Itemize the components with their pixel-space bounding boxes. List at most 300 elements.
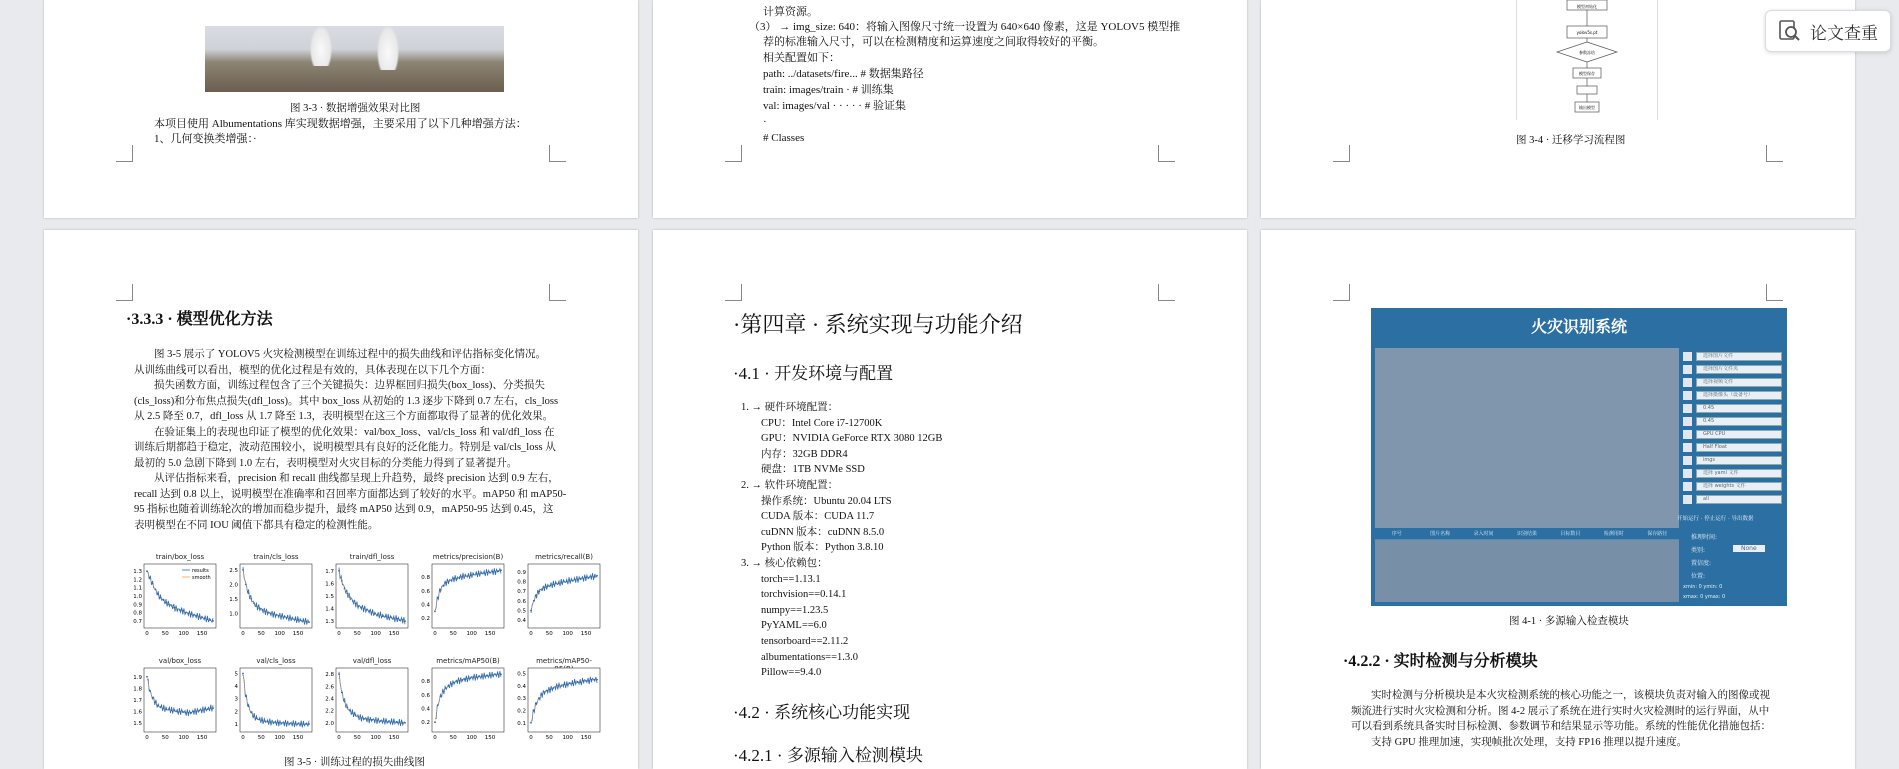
training-chart — [133, 657, 216, 741]
x-tick-label: 0 — [337, 631, 341, 637]
data-point — [571, 580, 573, 582]
data-point — [538, 590, 540, 592]
data-point — [558, 583, 560, 585]
data-point — [286, 723, 288, 725]
data-point — [259, 607, 261, 609]
crop-mark — [725, 284, 742, 301]
page-top-middle — [653, 0, 1247, 218]
y-tick-label: 0.9 — [133, 602, 142, 609]
y-tick-label: 2.5 — [229, 567, 238, 574]
data-point — [245, 695, 247, 697]
data-point — [448, 580, 450, 582]
data-point — [470, 574, 472, 576]
chart-svg — [517, 668, 600, 742]
list-heading: 3. → 核心依赖包： — [741, 557, 828, 569]
control-button[interactable]: Half Float — [1696, 443, 1782, 452]
control-row[interactable] — [1681, 469, 1783, 478]
data-point — [204, 708, 206, 710]
chart-svg — [325, 668, 408, 742]
text-line: (cls_loss)和分布焦点损失(dfl_loss)。其中 box_loss 从初始的 1.3 逐步下降到 0.7 左右，cls_loss — [134, 395, 559, 407]
data-point — [401, 722, 403, 724]
data-point — [552, 687, 554, 689]
control-button[interactable]: 选择 yaml 文件 — [1696, 469, 1782, 478]
data-point — [462, 679, 464, 681]
data-point — [366, 609, 368, 611]
control-icon — [1683, 417, 1692, 426]
data-point — [349, 596, 351, 598]
y-tick-label: 0.5 — [517, 671, 526, 678]
search-doc-icon — [1778, 19, 1802, 43]
data-point — [281, 615, 283, 617]
control-button[interactable]: GPU CPU — [1696, 430, 1782, 439]
crop-mark — [1158, 284, 1175, 301]
figure-caption: 图 3-3 · 数据增强效果对比图 — [290, 103, 421, 114]
training-curves-figure — [134, 550, 614, 750]
y-tick-label: 2.0 — [325, 720, 334, 727]
chart-svg — [229, 564, 312, 638]
data-point — [338, 673, 340, 675]
control-button[interactable]: 选择 weights 文件 — [1696, 482, 1782, 491]
section-heading: ·4.2.1 · 多源输入检测模块 — [733, 746, 923, 765]
y-tick-label: 1.3 — [325, 619, 334, 626]
y-tick-label: 0.9 — [517, 569, 526, 576]
list-heading: 1. → 硬件环境配置： — [741, 402, 839, 413]
table-column-header: 序号 — [1391, 531, 1402, 537]
data-point — [149, 577, 151, 579]
control-button[interactable]: all — [1696, 495, 1782, 504]
y-tick-label: 0.8 — [517, 579, 526, 586]
y-tick-label: 1.3 — [133, 569, 142, 576]
data-point — [580, 681, 582, 683]
data-point — [338, 570, 340, 572]
control-button[interactable]: imgs — [1696, 456, 1782, 465]
data-point — [278, 722, 280, 724]
y-tick-label: 0.2 — [421, 616, 430, 623]
control-button[interactable]: 0.45 — [1696, 404, 1782, 413]
data-point — [179, 609, 181, 611]
data-point — [152, 697, 154, 699]
data-point — [283, 722, 285, 724]
control-row[interactable] — [1681, 443, 1783, 452]
data-point — [160, 706, 162, 708]
data-point — [492, 674, 494, 676]
data-point — [448, 685, 450, 687]
data-point — [256, 717, 258, 719]
data-point — [577, 579, 579, 581]
data-point — [549, 585, 551, 587]
data-point — [456, 578, 458, 580]
y-tick-label: 0.8 — [133, 610, 142, 617]
control-icon — [1683, 378, 1692, 387]
data-point — [157, 705, 159, 707]
data-point — [286, 617, 288, 619]
data-point — [368, 719, 370, 721]
text-line: 计算资源。 — [763, 6, 818, 18]
y-tick-label: 1.6 — [325, 581, 334, 588]
control-button[interactable]: 选择摄像头（设备号） — [1696, 391, 1782, 400]
data-point — [355, 603, 357, 605]
config-line: path: ../datasets/fire... # 数据集路径 — [763, 68, 924, 80]
table-header — [1375, 530, 1679, 540]
page-top-left — [44, 0, 638, 218]
text-line: 可以看到系统具备实时目标检测、参数调节和结果显示等功能。系统的性能优化措施包括： — [1351, 721, 1771, 732]
x-tick-label: 50 — [353, 631, 361, 637]
control-row[interactable] — [1681, 378, 1783, 387]
data-point — [357, 716, 359, 718]
data-point — [201, 710, 203, 712]
data-point — [261, 720, 263, 722]
y-tick-label: 1.0 — [229, 611, 238, 618]
crop-mark — [725, 145, 742, 162]
data-point — [259, 719, 261, 721]
control-button[interactable]: 选择图片文件 — [1696, 352, 1782, 361]
crop-mark — [116, 284, 133, 301]
data-point — [566, 684, 568, 686]
data-point — [500, 570, 502, 572]
control-row[interactable] — [1681, 404, 1783, 413]
plot-frame — [144, 668, 216, 732]
list-item: 操作系统：Ubuntu 20.04 LTS — [761, 495, 892, 507]
data-point — [585, 680, 587, 682]
list-item: 内存：32GB DDR4 — [761, 448, 848, 460]
data-point — [253, 716, 255, 718]
list-heading: 2. → 软件环境配置： — [741, 479, 839, 491]
control-button[interactable]: 选择图片文件夹 — [1696, 365, 1782, 374]
y-tick-label: 1.5 — [325, 594, 334, 600]
x-tick-label: 150 — [580, 735, 592, 741]
crop-mark — [1333, 145, 1350, 162]
y-tick-label: 0.4 — [421, 706, 430, 713]
control-icon — [1683, 456, 1692, 465]
data-point — [193, 614, 195, 616]
data-point — [541, 588, 543, 590]
data-point — [533, 710, 535, 712]
control-row[interactable] — [1681, 495, 1783, 504]
list-item: PyYAML==6.0 — [761, 620, 827, 632]
y-tick-label: 0.3 — [517, 696, 526, 703]
data-point — [588, 680, 590, 682]
x-tick-label: 0 — [529, 631, 533, 637]
x-tick-label: 150 — [484, 735, 496, 741]
chart-title: metrics/mAP50(B) — [436, 657, 500, 665]
section-heading: ·4.2.2 · 实时检测与分析模块 — [1343, 653, 1538, 670]
stat-line: 置信度: — [1691, 560, 1712, 567]
list-item: torch==1.13.1 — [761, 573, 821, 585]
y-tick-label: 0.6 — [421, 692, 430, 699]
data-point — [486, 675, 488, 677]
x-tick-label: 100 — [466, 631, 477, 637]
plagiarism-check-button[interactable] — [1765, 10, 1891, 52]
data-point — [404, 722, 406, 724]
text-line: 损失函数方面，训练过程包含了三个关键损失：边界框回归损失(box_loss)、分类损失 — [154, 380, 545, 391]
data-point — [190, 712, 192, 714]
crop-mark — [1333, 284, 1350, 301]
flow-node: yolov5s.pt — [1576, 30, 1598, 35]
x-tick-label: 50 — [257, 631, 265, 637]
x-tick-label: 0 — [529, 735, 533, 741]
figure-caption: 图 3-4 · 迁移学习流程图 — [1516, 135, 1626, 146]
x-tick-label: 0 — [433, 735, 437, 741]
data-point — [212, 620, 214, 622]
data-point — [560, 685, 562, 687]
image-display-area — [1375, 348, 1679, 528]
data-point — [462, 576, 464, 578]
data-point — [165, 602, 167, 604]
chart-title: metrics/precision(B) — [432, 553, 504, 561]
data-point — [475, 676, 477, 678]
figure-caption: 图 4-1 · 多源输入检查模块 — [1509, 616, 1629, 627]
data-point — [473, 676, 475, 678]
x-tick-label: 100 — [178, 631, 189, 637]
data-point — [434, 611, 436, 613]
data-point — [193, 711, 195, 713]
list-item: CPU：Intel Core i7-12700K — [761, 417, 883, 429]
data-point — [168, 708, 170, 710]
data-point — [163, 707, 165, 709]
data-point — [440, 589, 442, 591]
flow-node: 模型初始化 — [1577, 4, 1597, 9]
y-tick-label: 2.8 — [325, 672, 334, 679]
flowchart — [1516, 0, 1658, 120]
y-tick-label: 0.8 — [421, 679, 430, 686]
data-point — [467, 678, 469, 680]
crop-mark — [549, 284, 566, 301]
x-tick-label: 0 — [433, 631, 437, 637]
data-point — [379, 614, 381, 616]
y-tick-label: 0.1 — [517, 720, 526, 727]
x-tick-label: 150 — [580, 631, 592, 637]
body-paragraph — [1351, 688, 1771, 750]
data-point — [580, 578, 582, 580]
data-point — [250, 598, 252, 600]
data-point — [478, 573, 480, 575]
data-point — [289, 723, 291, 725]
data-point — [536, 702, 538, 704]
data-point — [563, 684, 565, 686]
data-point — [207, 708, 209, 710]
data-point — [489, 572, 491, 574]
y-tick-label: 1.5 — [133, 721, 142, 728]
text-line: 本项目使用 Albumentations 库实现数据增强，主要采用了以下几种增强方法： — [154, 118, 527, 130]
list-item: Python 版本：Python 3.8.10 — [761, 542, 884, 554]
data-point — [591, 576, 593, 578]
control-row[interactable] — [1681, 365, 1783, 374]
section-heading: ·4.1 · 开发环境与配置 — [733, 364, 894, 383]
data-point — [196, 711, 198, 713]
data-point — [442, 585, 444, 587]
data-point — [569, 682, 571, 684]
chart-title: train/cls_loss — [253, 553, 299, 561]
y-tick-label: 0.2 — [421, 720, 430, 727]
training-chart — [421, 553, 504, 637]
y-tick-label: 1.1 — [133, 585, 142, 592]
y-tick-label: 1.9 — [133, 674, 142, 681]
data-point — [165, 708, 167, 710]
data-point — [149, 690, 151, 692]
data-point — [434, 721, 436, 723]
data-point — [242, 673, 244, 675]
list-item: Pillow==9.4.0 — [761, 667, 822, 679]
data-point — [248, 705, 250, 707]
x-tick-label: 100 — [370, 631, 381, 637]
data-point — [303, 723, 305, 725]
x-tick-label: 0 — [145, 735, 149, 741]
x-tick-label: 150 — [292, 735, 304, 741]
data-point — [492, 571, 494, 573]
data-point — [185, 612, 187, 614]
x-tick-label: 100 — [562, 735, 573, 741]
section-heading: ·4.2 · 系统核心功能实现 — [733, 703, 911, 722]
text-line: 训练后期都趋于稳定，波动范围较小，说明模型具有良好的泛化能力。特别是 val/cls_loss 从 — [134, 442, 556, 453]
list-item: 硬盘：1TB NVMe SSD — [761, 464, 865, 476]
data-point — [349, 710, 351, 712]
data-point — [484, 675, 486, 677]
x-tick-label: 100 — [562, 631, 573, 637]
config-line: val: images/val · · · · · # 验证集 — [763, 100, 906, 112]
flow-node: 模型保存 — [1579, 71, 1595, 76]
list-item: CUDA 版本：CUDA 11.7 — [761, 511, 875, 523]
data-point — [270, 613, 272, 615]
y-tick-label: 0.7 — [133, 618, 142, 625]
y-tick-label: 1 — [234, 722, 238, 728]
data-point — [374, 720, 376, 722]
data-point — [547, 690, 549, 692]
control-row[interactable] — [1681, 456, 1783, 465]
data-point — [190, 613, 192, 615]
x-tick-label: 0 — [337, 735, 341, 741]
control-icon — [1683, 391, 1692, 400]
data-point — [486, 572, 488, 574]
table-column-header: 识别结果 — [1516, 531, 1537, 537]
data-point — [272, 722, 274, 724]
legend-label: smooth — [192, 575, 211, 581]
data-point — [352, 712, 354, 714]
x-tick-label: 150 — [196, 735, 208, 741]
data-point — [146, 570, 148, 572]
data-point — [179, 711, 181, 713]
data-point — [442, 691, 444, 693]
data-point — [152, 583, 154, 585]
data-point — [371, 612, 373, 614]
control-icon — [1683, 443, 1692, 452]
data-point — [294, 723, 296, 725]
data-point — [453, 682, 455, 684]
data-point — [267, 612, 269, 614]
chart-svg — [133, 564, 216, 638]
x-tick-label: 100 — [274, 735, 285, 741]
data-point — [352, 600, 354, 602]
control-icon — [1683, 482, 1692, 491]
page-5 — [653, 230, 1247, 769]
y-tick-label: 3 — [234, 696, 238, 703]
data-point — [171, 710, 173, 712]
y-tick-label: 1.4 — [325, 606, 334, 613]
config-line: · — [763, 116, 767, 128]
y-tick-label: 0.6 — [517, 598, 526, 605]
data-point — [163, 599, 165, 601]
data-point — [294, 618, 296, 620]
data-point — [547, 585, 549, 587]
y-tick-label: 2.2 — [325, 708, 334, 715]
y-tick-label: 2.4 — [325, 696, 334, 703]
text-line: 支持 GPU 推理加速，实现帧批次处理，支持 FP16 推理以提升速度。 — [1371, 736, 1688, 748]
text-line: 荐的标准输入尺寸，可以在检测精度和运算速度之间取得较好的平衡。 — [763, 36, 1104, 48]
data-point — [399, 721, 401, 723]
training-chart — [421, 657, 504, 741]
control-row[interactable] — [1681, 482, 1783, 491]
data-point — [242, 569, 244, 571]
data-point — [497, 570, 499, 572]
data-point — [264, 611, 266, 613]
data-point — [366, 718, 368, 720]
data-point — [374, 613, 376, 615]
chart-title: metrics/recall(B) — [535, 553, 593, 561]
control-button[interactable]: 0.45 — [1696, 417, 1782, 426]
data-point — [297, 619, 299, 621]
data-point — [157, 593, 159, 595]
chart-title: train/dfl_loss — [349, 553, 395, 561]
control-row[interactable] — [1681, 391, 1783, 400]
data-point — [530, 722, 532, 724]
y-tick-label: 5 — [234, 671, 238, 678]
data-point — [467, 575, 469, 577]
x-tick-label: 150 — [388, 631, 400, 637]
chart-svg — [133, 668, 216, 742]
data-point — [591, 679, 593, 681]
data-point — [341, 580, 343, 582]
data-point — [388, 721, 390, 723]
chart-title: val/cls_loss — [256, 657, 296, 665]
data-point — [297, 723, 299, 725]
crop-mark — [116, 145, 133, 162]
data-point — [305, 723, 307, 725]
training-chart — [133, 553, 216, 637]
data-point — [289, 617, 291, 619]
chart-svg — [517, 564, 600, 638]
control-row[interactable] — [1681, 352, 1783, 361]
y-tick-label: 1.6 — [133, 709, 142, 716]
data-point — [292, 618, 294, 620]
data-point — [552, 584, 554, 586]
data-point — [500, 674, 502, 676]
data-point — [582, 578, 584, 580]
table-column-header: 保存路径 — [1647, 531, 1668, 537]
data-point — [533, 600, 535, 602]
data-point — [396, 618, 398, 620]
data-point — [377, 614, 379, 616]
data-point — [560, 582, 562, 584]
data-point — [204, 618, 206, 620]
control-row[interactable] — [1681, 430, 1783, 439]
data-point — [451, 579, 453, 581]
control-row[interactable] — [1681, 417, 1783, 426]
data-point — [300, 723, 302, 725]
results-table — [1375, 530, 1679, 602]
data-point — [459, 680, 461, 682]
control-button[interactable]: 选择视频文件 — [1696, 378, 1782, 387]
x-tick-label: 50 — [161, 735, 169, 741]
y-tick-label: 1.8 — [133, 686, 142, 693]
plot-frame — [528, 668, 600, 732]
data-point — [371, 719, 373, 721]
x-tick-label: 100 — [466, 735, 477, 741]
y-tick-label: 2 — [234, 709, 238, 716]
data-point — [484, 572, 486, 574]
data-point — [404, 620, 406, 622]
data-point — [270, 721, 272, 723]
data-point — [574, 681, 576, 683]
data-point — [453, 578, 455, 580]
